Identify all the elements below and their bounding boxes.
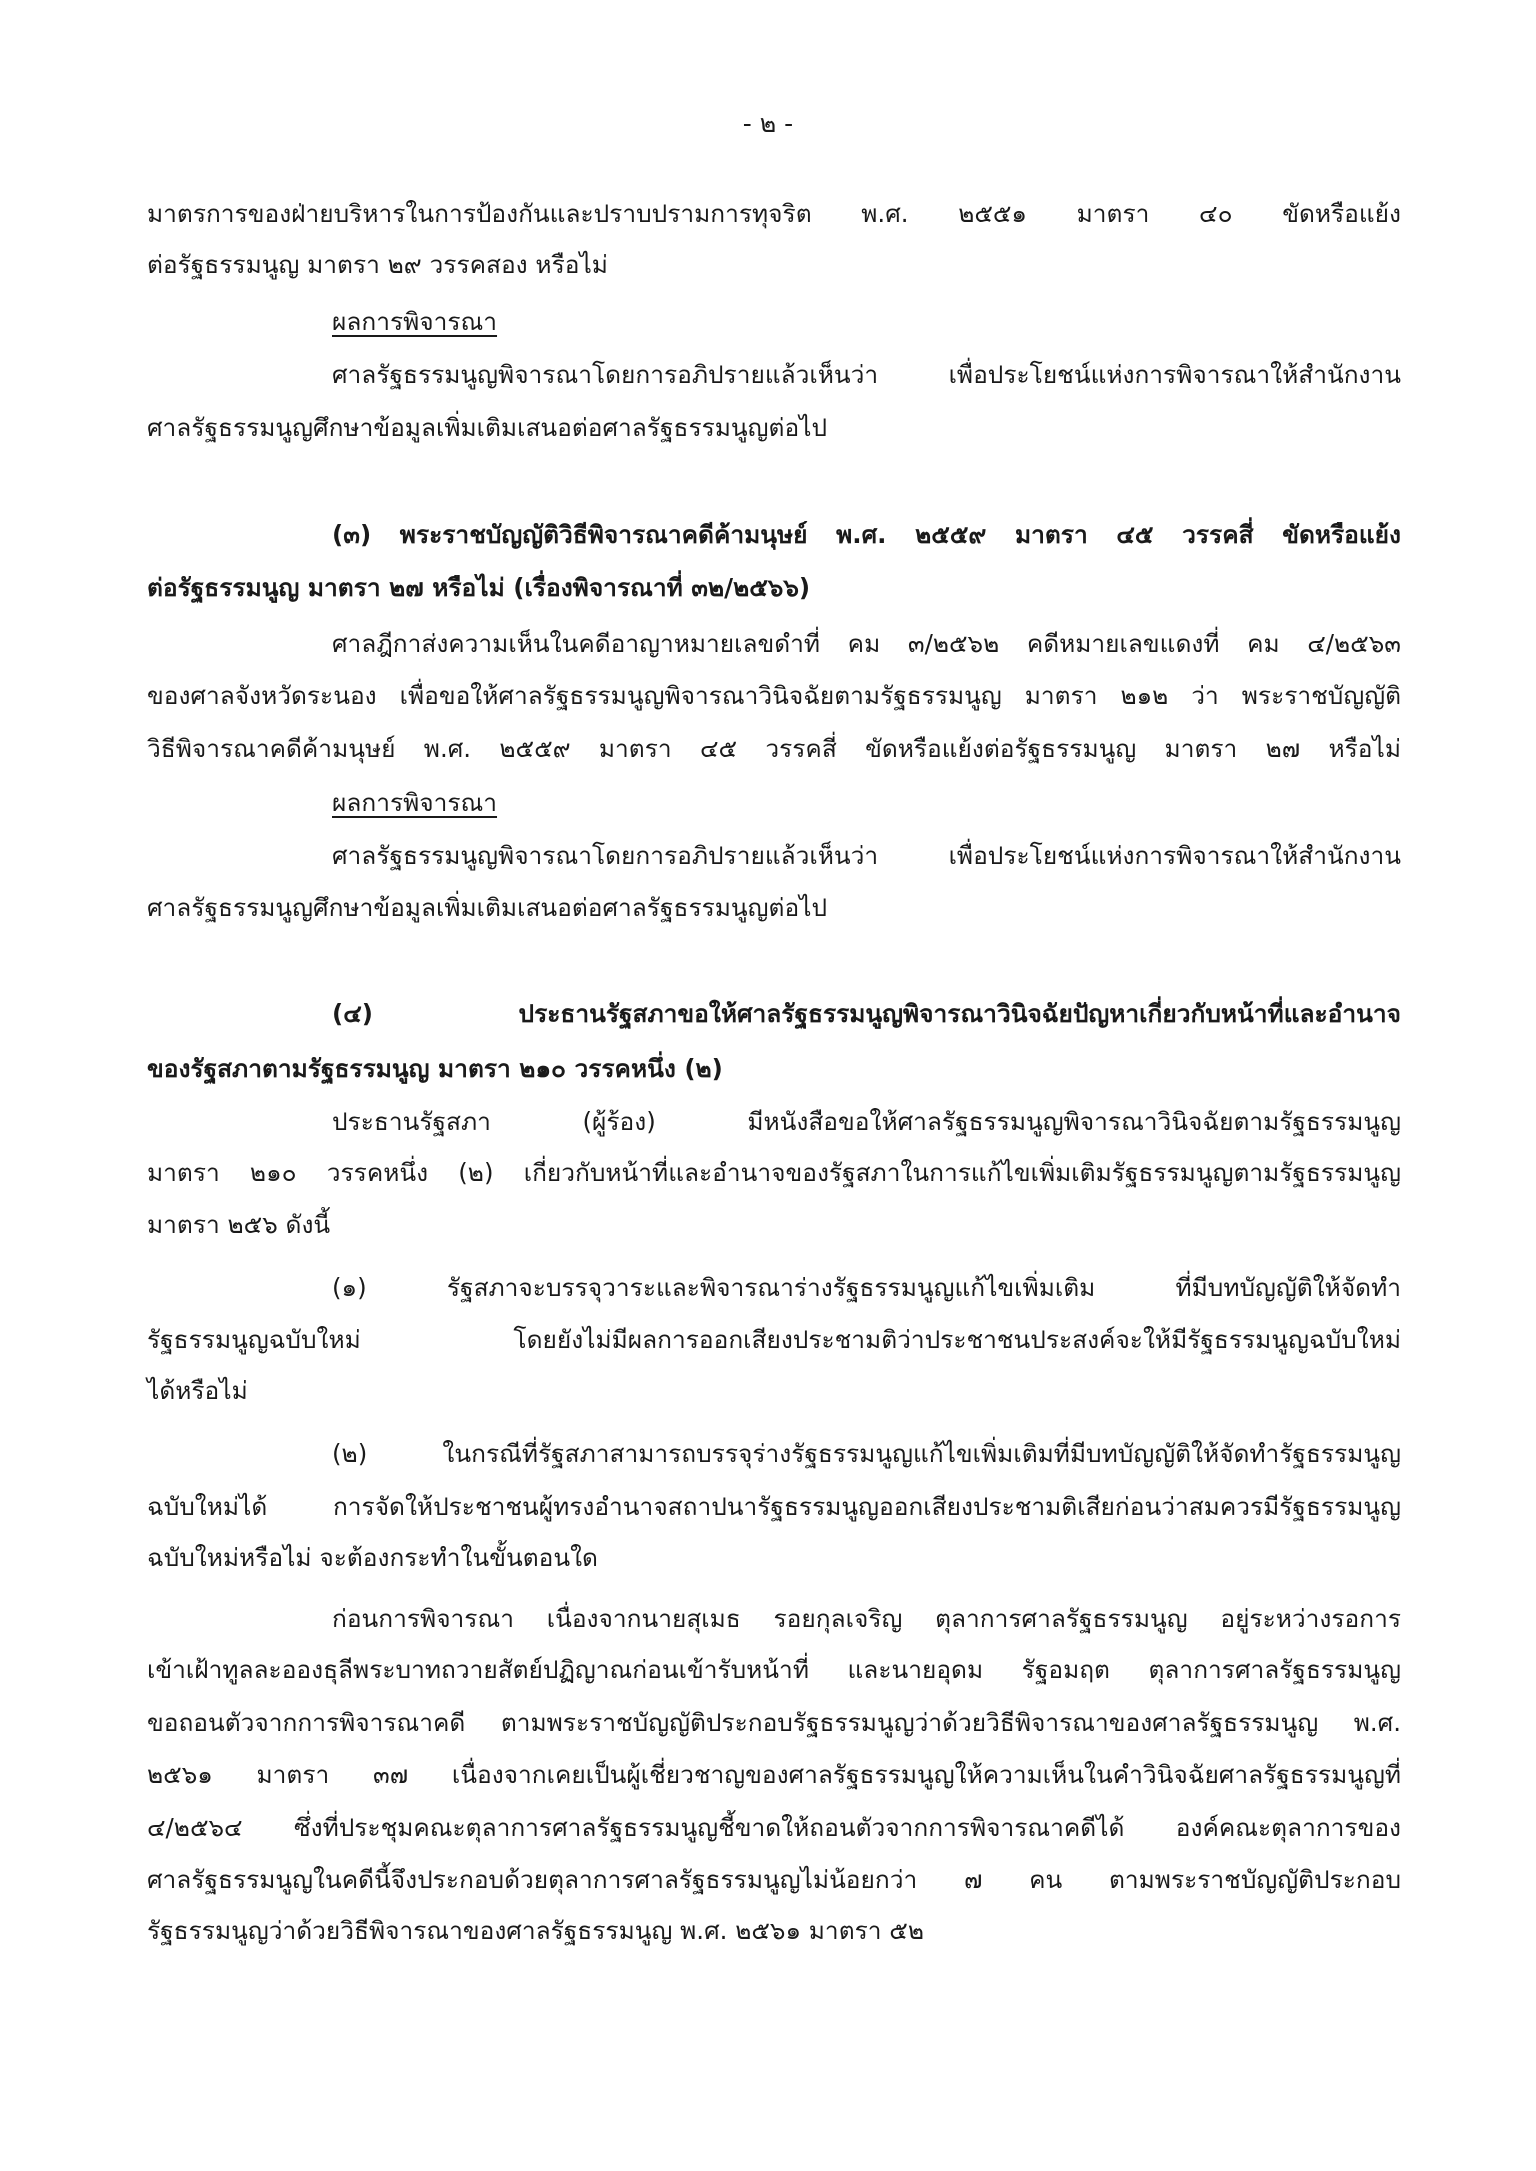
item-heading: (๓) พระราชบัญญัติวิธีพิจารณาคดีค้ามนุษย์ พ.ศ. ๒๕๕๙ มาตรา ๔๕ วรรคสี่ ขัดหรือแย้ง xyxy=(332,520,1401,549)
paragraph-line: ๒๕๖๑ มาตรา ๓๗ เนื่องจากเคยเป็นผู้เชี่ยวชาญของศาลรัฐธรรมนูญให้ความเห็นในคำวินิจฉัยศาลรัฐธรรมนูญที่ xyxy=(147,1760,1401,1789)
item-heading: (๔) ประธานรัฐสภาขอให้ศาลรัฐธรรมนูญพิจารณาวินิจฉัยปัญหาเกี่ยวกับหน้าที่และอำนาจ xyxy=(332,999,1401,1028)
paragraph-line: ศาลรัฐธรรมนูญในคดีนี้จึงประกอบด้วยตุลาการศาลรัฐธรรมนูญไม่น้อยกว่า ๗ คน ตามพระราชบัญญัติประกอบ xyxy=(147,1865,1401,1894)
paragraph-line: ก่อนการพิจารณา เนื่องจากนายสุเมธ รอยกุลเจริญ ตุลาการศาลรัฐธรรมนูญ อยู่ระหว่างรอการ xyxy=(332,1604,1401,1633)
paragraph-line: เข้าเฝ้าทูลละอองธุลีพระบาทถวายสัตย์ปฏิญาณก่อนเข้ารับหน้าที่ และนายอุดม รัฐอมฤต ตุลาการศาลรัฐธรรมนูญ xyxy=(147,1655,1401,1684)
item-heading: ต่อรัฐธรรมนูญ มาตรา ๒๗ หรือไม่ (เรื่องพิจารณาที่ ๓๒/๒๕๖๖) xyxy=(147,573,811,602)
paragraph-line: ประธานรัฐสภา (ผู้ร้อง) มีหนังสือขอให้ศาลรัฐธรรมนูญพิจารณาวินิจฉัยตามรัฐธรรมนูญ xyxy=(332,1107,1401,1136)
section-heading-result: ผลการพิจารณา xyxy=(332,788,498,817)
paragraph-line: รัฐธรรมนูญฉบับใหม่ โดยยังไม่มีผลการออกเสียงประชามติว่าประชาชนประสงค์จะให้มีรัฐธรรมนูญฉบับใหม่ xyxy=(147,1325,1401,1354)
paragraph-line: ศาลรัฐธรรมนูญพิจารณาโดยการอภิปรายแล้วเห็นว่า เพื่อประโยชน์แห่งการพิจารณาให้สำนักงาน xyxy=(332,360,1401,389)
paragraph-line: ฉบับใหม่หรือไม่ จะต้องกระทำในขั้นตอนใด xyxy=(147,1543,598,1572)
paragraph-line: มาตรา ๒๕๖ ดังนี้ xyxy=(147,1210,331,1239)
paragraph-line: ขอถอนตัวจากการพิจารณาคดี ตามพระราชบัญญัติประกอบรัฐธรรมนูญว่าด้วยวิธีพิจารณาของศาลรัฐธรรมนูญ พ.ศ. xyxy=(147,1708,1401,1737)
page-number: - ๒ - xyxy=(742,109,794,138)
paragraph-line: รัฐธรรมนูญว่าด้วยวิธีพิจารณาของศาลรัฐธรรมนูญ พ.ศ. ๒๕๖๑ มาตรา ๕๒ xyxy=(147,1916,925,1945)
item-heading: ของรัฐสภาตามรัฐธรรมนูญ มาตรา ๒๑๐ วรรคหนึ่ง (๒) xyxy=(147,1054,723,1083)
paragraph-line: มาตรา ๒๑๐ วรรคหนึ่ง (๒) เกี่ยวกับหน้าที่และอำนาจของรัฐสภาในการแก้ไขเพิ่มเติมรัฐธรรมนูญตามรัฐธรรมนูญ xyxy=(147,1158,1401,1187)
paragraph-line: (๑) รัฐสภาจะบรรจุวาระและพิจารณาร่างรัฐธรรมนูญแก้ไขเพิ่มเติม ที่มีบทบัญญัติให้จัดทำ xyxy=(332,1273,1401,1302)
paragraph-line: (๒) ในกรณีที่รัฐสภาสามารถบรรจุร่างรัฐธรรมนูญแก้ไขเพิ่มเติมที่มีบทบัญญัติให้จัดทำรัฐธรรมนูญ xyxy=(332,1439,1401,1468)
paragraph-line: ๔/๒๕๖๔ ซึ่งที่ประชุมคณะตุลาการศาลรัฐธรรมนูญชี้ขาดให้ถอนตัวจากการพิจารณาคดีได้ องค์คณะตุลาการของ xyxy=(147,1813,1401,1842)
paragraph-line: วิธีพิจารณาคดีค้ามนุษย์ พ.ศ. ๒๕๕๙ มาตรา ๔๕ วรรคสี่ ขัดหรือแย้งต่อรัฐธรรมนูญ มาตรา ๒๗ หรือไม่ xyxy=(147,734,1401,763)
paragraph-line: ฉบับใหม่ได้ การจัดให้ประชาชนผู้ทรงอำนาจสถาปนารัฐธรรมนูญออกเสียงประชามติเสียก่อนว่าสมควรมีรัฐธรรมนูญ xyxy=(147,1492,1401,1521)
paragraph-line: ได้หรือไม่ xyxy=(147,1376,248,1405)
paragraph-line: ของศาลจังหวัดระนอง เพื่อขอให้ศาลรัฐธรรมนูญพิจารณาวินิจฉัยตามรัฐธรรมนูญ มาตรา ๒๑๒ ว่า พระราชบัญญัติ xyxy=(147,681,1401,710)
paragraph-line: มาตรการของฝ่ายบริหารในการป้องกันและปราบปรามการทุจริต พ.ศ. ๒๕๕๑ มาตรา ๔๐ ขัดหรือแย้ง xyxy=(147,199,1401,228)
paragraph-line: ศาลรัฐธรรมนูญพิจารณาโดยการอภิปรายแล้วเห็นว่า เพื่อประโยชน์แห่งการพิจารณาให้สำนักงาน xyxy=(332,841,1401,870)
paragraph-line: ศาลฎีกาส่งความเห็นในคดีอาญาหมายเลขดำที่ คม ๓/๒๕๖๒ คดีหมายเลขแดงที่ คม ๔/๒๕๖๓ xyxy=(332,629,1401,658)
section-heading-result: ผลการพิจารณา xyxy=(332,307,498,336)
paragraph-line: ศาลรัฐธรรมนูญศึกษาข้อมูลเพิ่มเติมเสนอต่อศาลรัฐธรรมนูญต่อไป xyxy=(147,413,828,442)
paragraph-line: ศาลรัฐธรรมนูญศึกษาข้อมูลเพิ่มเติมเสนอต่อศาลรัฐธรรมนูญต่อไป xyxy=(147,893,828,922)
paragraph-line: ต่อรัฐธรรมนูญ มาตรา ๒๙ วรรคสอง หรือไม่ xyxy=(147,250,608,279)
